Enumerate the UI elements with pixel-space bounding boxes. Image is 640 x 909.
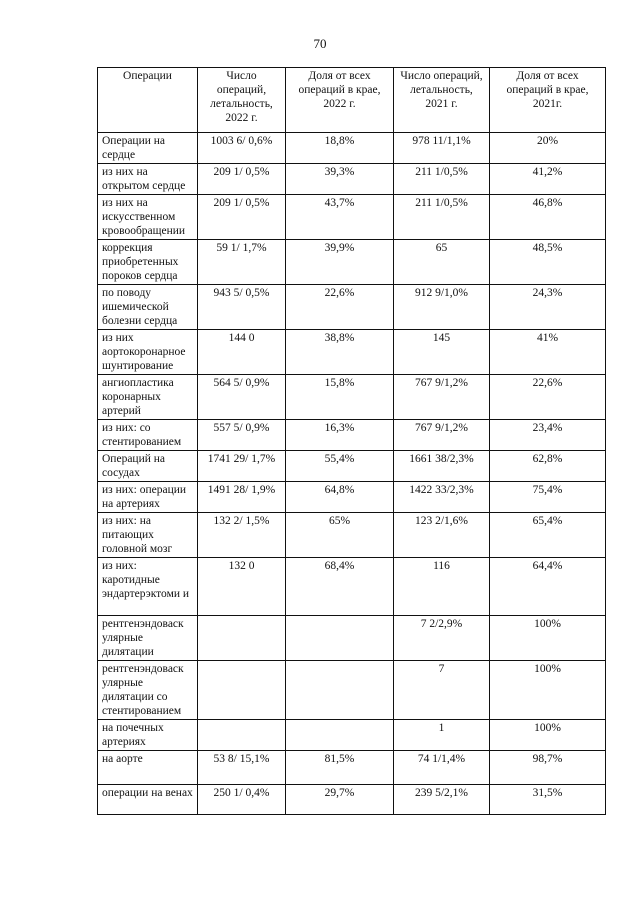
table-row	[98, 420, 606, 451]
operation-cell: рентгенэндоваск улярные дилятации	[98, 616, 198, 661]
table-row	[98, 285, 606, 330]
table-row	[98, 558, 606, 616]
share-2022-cell: 64,8%	[286, 482, 394, 513]
count-2021-cell: 123 2/1,6%	[394, 513, 490, 558]
table-row	[98, 375, 606, 420]
operations-table	[97, 67, 606, 815]
operation-cell: на аорте	[98, 751, 198, 785]
share-2021-cell: 100%	[490, 616, 606, 661]
page-number: 70	[313, 36, 327, 51]
table-header-row	[98, 68, 606, 133]
share-2021-cell: 100%	[490, 720, 606, 751]
table-row	[98, 451, 606, 482]
count-2022-cell: 557 5/ 0,9%	[198, 420, 286, 451]
count-2022-cell: 564 5/ 0,9%	[198, 375, 286, 420]
share-2021-cell: 64,4%	[490, 558, 606, 616]
count-2022-cell: 59 1/ 1,7%	[198, 240, 286, 285]
share-2022-cell	[286, 720, 394, 751]
count-2021-cell: 7	[394, 661, 490, 720]
count-2022-cell: 1491 28/ 1,9%	[198, 482, 286, 513]
count-2021-cell: 239 5/2,1%	[394, 785, 490, 815]
share-2022-cell: 68,4%	[286, 558, 394, 616]
share-2021-cell: 98,7%	[490, 751, 606, 785]
header-share-2021: Доля от всех операций в крае, 2021г.	[490, 68, 606, 133]
count-2021-cell: 116	[394, 558, 490, 616]
share-2022-cell	[286, 616, 394, 661]
operation-cell: из них: каротидные эндартерэктоми и	[98, 558, 198, 616]
share-2021-cell: 41%	[490, 330, 606, 375]
count-2022-cell: 132 0	[198, 558, 286, 616]
count-2022-cell: 209 1/ 0,5%	[198, 164, 286, 195]
share-2022-cell: 18,8%	[286, 133, 394, 164]
share-2022-cell: 43,7%	[286, 195, 394, 240]
table-row	[98, 785, 606, 815]
share-2022-cell: 16,3%	[286, 420, 394, 451]
count-2021-cell: 145	[394, 330, 490, 375]
share-2022-cell: 39,9%	[286, 240, 394, 285]
operation-cell: на почечных артериях	[98, 720, 198, 751]
count-2021-cell: 978 11/1,1%	[394, 133, 490, 164]
share-2022-cell: 38,8%	[286, 330, 394, 375]
count-2021-cell: 1422 33/2,3%	[394, 482, 490, 513]
count-2021-cell: 912 9/1,0%	[394, 285, 490, 330]
count-2021-cell: 65	[394, 240, 490, 285]
table-row	[98, 240, 606, 285]
count-2021-cell: 767 9/1,2%	[394, 420, 490, 451]
operation-cell: по поводу ишемической болезни сердца	[98, 285, 198, 330]
operation-cell: из них: на питающих головной мозг	[98, 513, 198, 558]
count-2021-cell: 211 1/0,5%	[394, 164, 490, 195]
count-2021-cell: 211 1/0,5%	[394, 195, 490, 240]
share-2022-cell: 39,3%	[286, 164, 394, 195]
table-row	[98, 330, 606, 375]
share-2022-cell: 55,4%	[286, 451, 394, 482]
count-2022-cell	[198, 661, 286, 720]
operation-cell: из них аортокоронарное шунтирование	[98, 330, 198, 375]
share-2021-cell: 20%	[490, 133, 606, 164]
count-2022-cell: 53 8/ 15,1%	[198, 751, 286, 785]
share-2021-cell: 46,8%	[490, 195, 606, 240]
share-2021-cell: 100%	[490, 661, 606, 720]
count-2021-cell: 767 9/1,2%	[394, 375, 490, 420]
table-row	[98, 164, 606, 195]
operation-cell: из них: со стентированием	[98, 420, 198, 451]
share-2021-cell: 65,4%	[490, 513, 606, 558]
share-2022-cell: 22,6%	[286, 285, 394, 330]
share-2021-cell: 31,5%	[490, 785, 606, 815]
table-row	[98, 133, 606, 164]
table-row	[98, 751, 606, 785]
count-2022-cell: 1741 29/ 1,7%	[198, 451, 286, 482]
count-2021-cell: 7 2/2,9%	[394, 616, 490, 661]
share-2021-cell: 62,8%	[490, 451, 606, 482]
count-2022-cell: 144 0	[198, 330, 286, 375]
share-2021-cell: 41,2%	[490, 164, 606, 195]
operation-cell: операции на венах	[98, 785, 198, 815]
count-2022-cell: 209 1/ 0,5%	[198, 195, 286, 240]
operation-cell: ангиопластика коронарных артерий	[98, 375, 198, 420]
operation-cell: рентгенэндоваск улярные дилятации со стентированием	[98, 661, 198, 720]
count-2021-cell: 1661 38/2,3%	[394, 451, 490, 482]
table-row	[98, 195, 606, 240]
share-2021-cell: 48,5%	[490, 240, 606, 285]
count-2022-cell	[198, 720, 286, 751]
share-2021-cell: 23,4%	[490, 420, 606, 451]
operation-cell: из них на открытом сердце	[98, 164, 198, 195]
table-row	[98, 720, 606, 751]
share-2021-cell: 75,4%	[490, 482, 606, 513]
share-2021-cell: 22,6%	[490, 375, 606, 420]
share-2022-cell: 15,8%	[286, 375, 394, 420]
count-2021-cell: 1	[394, 720, 490, 751]
operation-cell: Операций на сосудах	[98, 451, 198, 482]
header-count-2022: Число операций, летальность, 2022 г.	[198, 68, 286, 133]
header-share-2022: Доля от всех операций в крае, 2022 г.	[286, 68, 394, 133]
table-row	[98, 513, 606, 558]
share-2022-cell: 81,5%	[286, 751, 394, 785]
operation-cell: из них: операции на артериях	[98, 482, 198, 513]
count-2022-cell: 943 5/ 0,5%	[198, 285, 286, 330]
count-2022-cell	[198, 616, 286, 661]
header-count-2021: Число операций, летальность, 2021 г.	[394, 68, 490, 133]
operation-cell: Операции на сердце	[98, 133, 198, 164]
table-body	[98, 133, 606, 815]
count-2022-cell: 1003 6/ 0,6%	[198, 133, 286, 164]
share-2022-cell: 29,7%	[286, 785, 394, 815]
share-2021-cell: 24,3%	[490, 285, 606, 330]
table-row	[98, 661, 606, 720]
count-2021-cell: 74 1/1,4%	[394, 751, 490, 785]
count-2022-cell: 132 2/ 1,5%	[198, 513, 286, 558]
table-row	[98, 616, 606, 661]
share-2022-cell: 65%	[286, 513, 394, 558]
operation-cell: коррекция приобретенных пороков сердца	[98, 240, 198, 285]
share-2022-cell	[286, 661, 394, 720]
operation-cell: из них на искусственном кровообращении	[98, 195, 198, 240]
count-2022-cell: 250 1/ 0,4%	[198, 785, 286, 815]
table-row	[98, 482, 606, 513]
header-operations: Операции	[98, 68, 198, 133]
